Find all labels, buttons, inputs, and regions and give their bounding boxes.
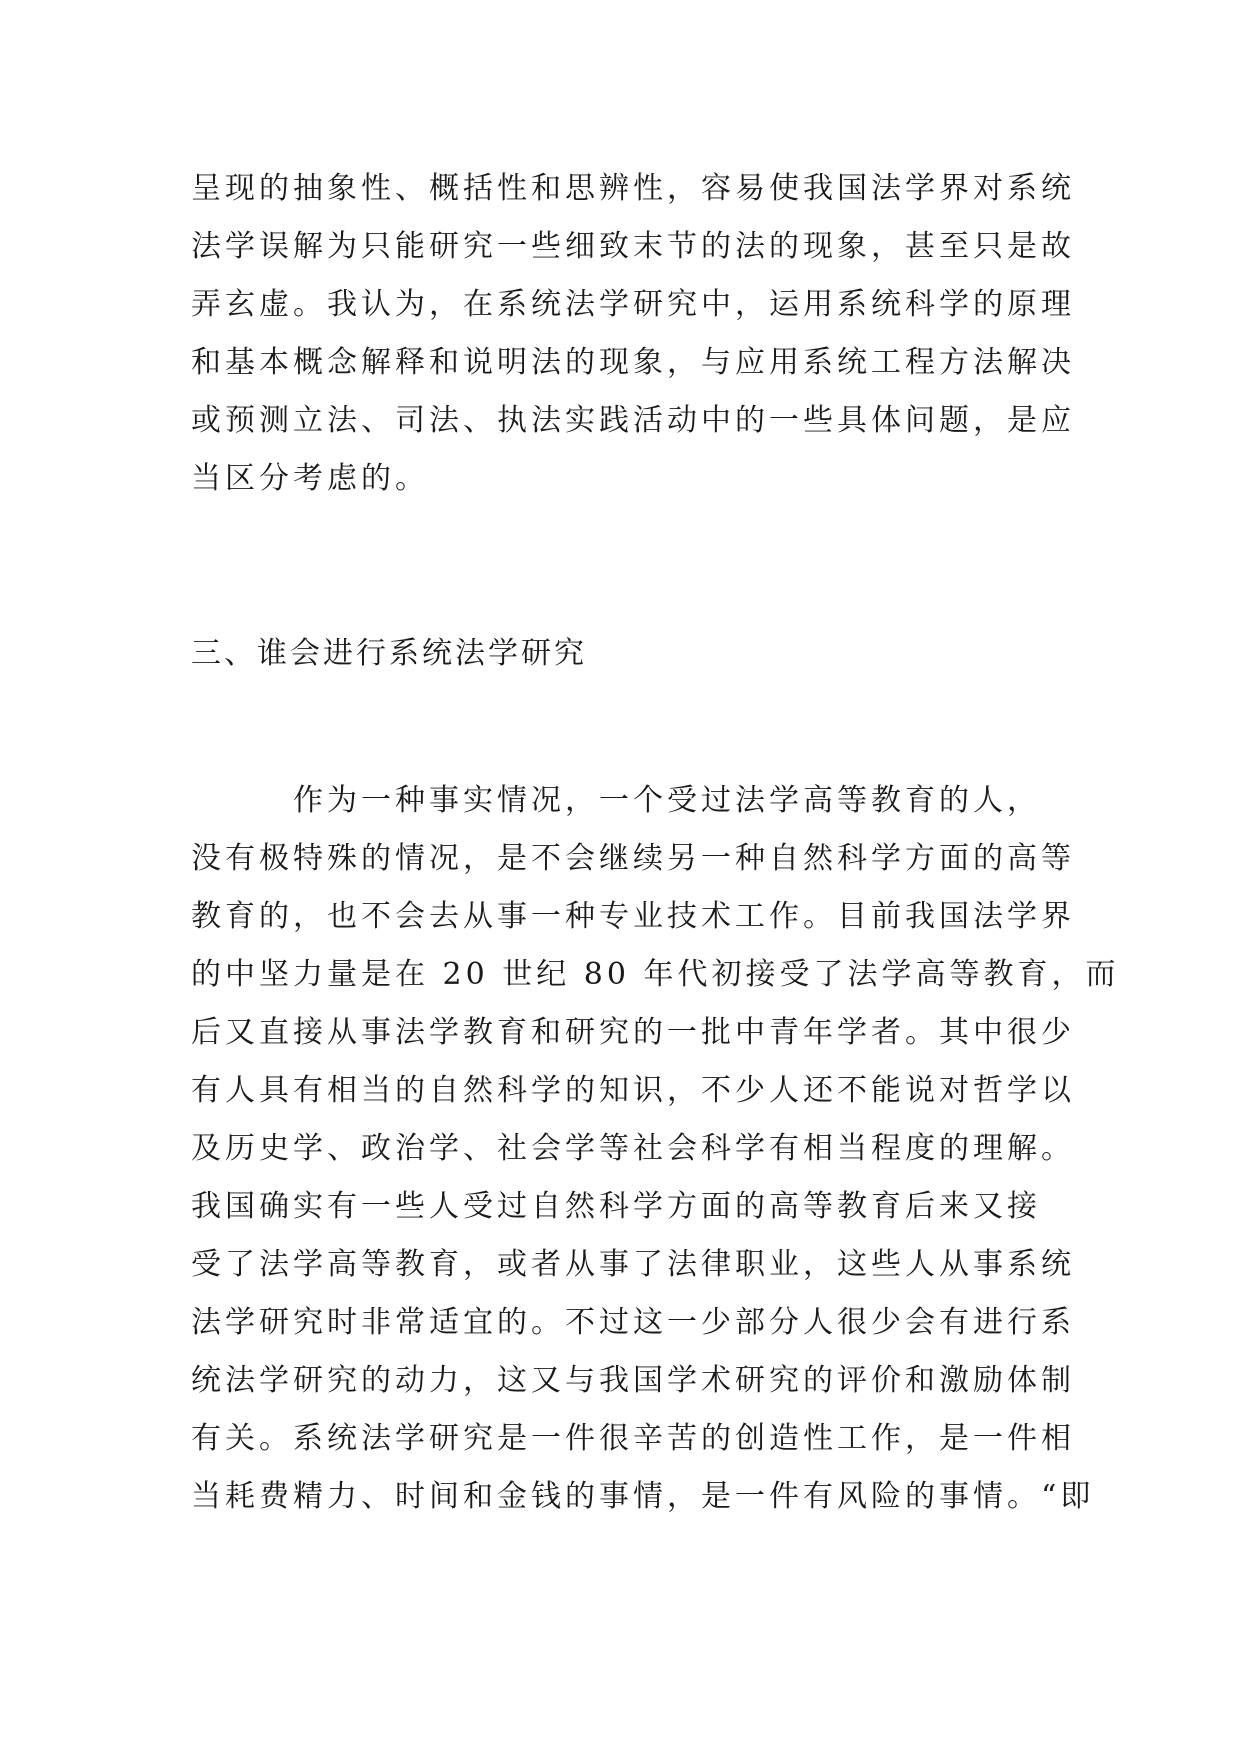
paragraph-line: 作为一种事实情况，一个受过法学高等教育的人， — [191, 783, 1041, 818]
paragraph-1 — [191, 160, 1075, 508]
paragraph-line: 当区分考虑的。 — [191, 461, 429, 496]
paragraph-line: 及历史学、政治学、社会学等社会科学有相当程度的理解。 — [191, 1131, 1075, 1166]
section-heading — [191, 625, 1071, 683]
paragraph-line: 和基本概念解释和说明法的现象，与应用系统工程方法解决 — [191, 345, 1075, 380]
paragraph-line: 我国确实有一些人受过自然科学方面的高等教育后来又接 — [191, 1189, 1041, 1224]
paragraph-line: 统法学研究的动力，这又与我国学术研究的评价和激励体制 — [191, 1363, 1075, 1398]
paragraph-line: 有人具有相当的自然科学的知识，不少人还不能说对哲学以 — [191, 1073, 1075, 1108]
paragraph-line: 弄玄虚。我认为，在系统法学研究中，运用系统科学的原理 — [191, 287, 1075, 322]
paragraph-line: 或预测立法、司法、执法实践活动中的一些具体问题，是应 — [191, 403, 1075, 438]
paragraph-2 — [191, 772, 1120, 1526]
paragraph-line: 法学误解为只能研究一些细致末节的法的现象，甚至只是故 — [191, 229, 1075, 264]
paragraph-line: 的中坚力量是在 20 世纪 80 年代初接受了法学高等教育，而 — [191, 957, 1120, 992]
paragraph-line: 教育的，也不会去从事一种专业技术工作。目前我国法学界 — [191, 899, 1075, 934]
section-heading-text: 三、谁会进行系统法学研究 — [191, 636, 587, 671]
paragraph-line: 没有极特殊的情况，是不会继续另一种自然科学方面的高等 — [191, 841, 1075, 876]
paragraph-line: 法学研究时非常适宜的。不过这一少部分人很少会有进行系 — [191, 1305, 1075, 1340]
paragraph-line: 当耗费精力、时间和金钱的事情，是一件有风险的事情。“即 — [191, 1479, 1095, 1514]
paragraph-line: 受了法学高等教育，或者从事了法律职业，这些人从事系统 — [191, 1247, 1075, 1282]
paragraph-line: 有关。系统法学研究是一件很辛苦的创造性工作，是一件相 — [191, 1421, 1075, 1456]
paragraph-line: 后又直接从事法学教育和研究的一批中青年学者。其中很少 — [191, 1015, 1075, 1050]
paragraph-line: 呈现的抽象性、概括性和思辨性，容易使我国法学界对系统 — [191, 171, 1075, 206]
